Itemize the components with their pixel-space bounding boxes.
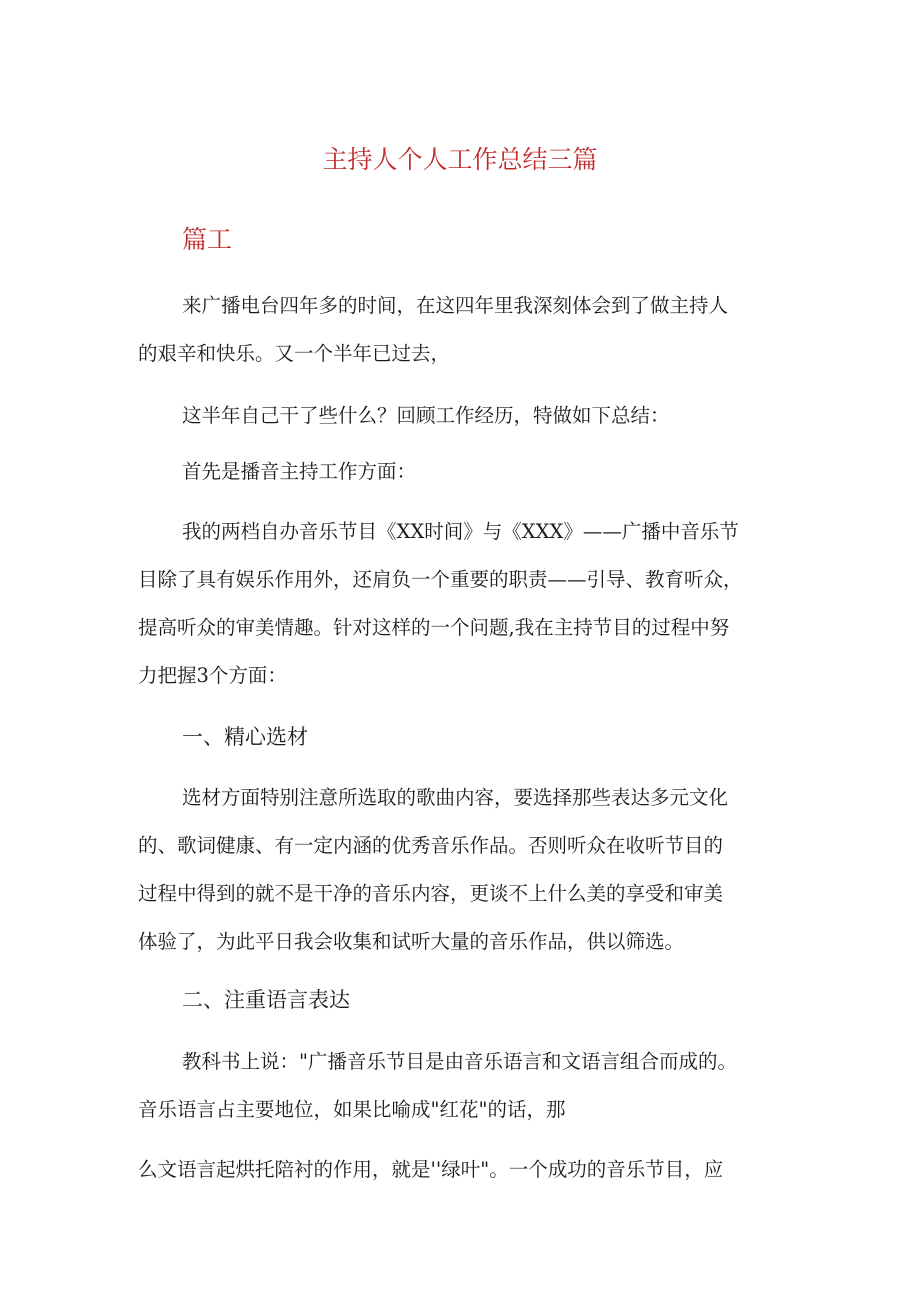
- paragraph-line: 这半年自己干了些什么？回顾工作经历，特做如下总结：: [182, 404, 670, 427]
- paragraph-2: [138, 392, 798, 440]
- paragraph-line: 来广播电台四年多的时间，在这四年里我深刻体会到了做主持人: [182, 294, 729, 317]
- paragraph-7: [138, 1146, 798, 1194]
- paragraph-3: [138, 448, 798, 496]
- paragraph-line: 么文语言起烘托陪衬的作用，就是''绿叶"。一个成功的音乐节目，应: [138, 1158, 724, 1181]
- paragraph-line: 选材方面特别注意所选取的歌曲内容，要选择那些表达多元文化: [182, 786, 729, 809]
- heading-language-expression: 二、注重语言表达: [182, 988, 350, 1012]
- paragraph-line: 的艰辛和快乐。又一个半年已过去，: [138, 342, 451, 365]
- paragraph-line: 力把握3个方面：: [138, 664, 287, 687]
- paragraph-line: 体验了，为此平日我会收集和试听大量的音乐作品，供以筛选。: [138, 930, 685, 953]
- paragraph-line: 我的两档自办音乐节目《XX时间》与《XXX》——广播中音乐节: [182, 520, 739, 543]
- paragraph-line: 首先是播音主持工作方面：: [182, 460, 417, 483]
- document-title: 主持人个人工作总结三篇: [322, 145, 598, 174]
- paragraph-1: [138, 282, 798, 378]
- paragraph-6: [138, 1038, 798, 1134]
- paragraph-line: 教科书上说："广播音乐节目是由音乐语言和文语言组合而成的。: [182, 1050, 737, 1073]
- section-label: 篇工: [182, 225, 233, 254]
- paragraph-5: [138, 774, 798, 966]
- paragraph-line: 音乐语言占主要地位，如果比喻成"红花"的话，那: [138, 1098, 566, 1121]
- paragraph-line: 目除了具有娱乐作用外，还肩负一个重要的职责——引导、教育听众，: [138, 568, 743, 591]
- heading-select-material: 一、精心选材: [182, 725, 308, 749]
- paragraph-line: 的、歌词健康、有一定内涵的优秀音乐作品。否则听众在收听节目的: [138, 834, 724, 857]
- paragraph-line: 提高听众的审美情趣。针对这样的一个问题,我在主持节目的过程中努: [138, 616, 730, 639]
- paragraph-4: [138, 508, 798, 700]
- paragraph-line: 过程中得到的就不是干净的音乐内容，更谈不上什么美的享受和审美: [138, 882, 724, 905]
